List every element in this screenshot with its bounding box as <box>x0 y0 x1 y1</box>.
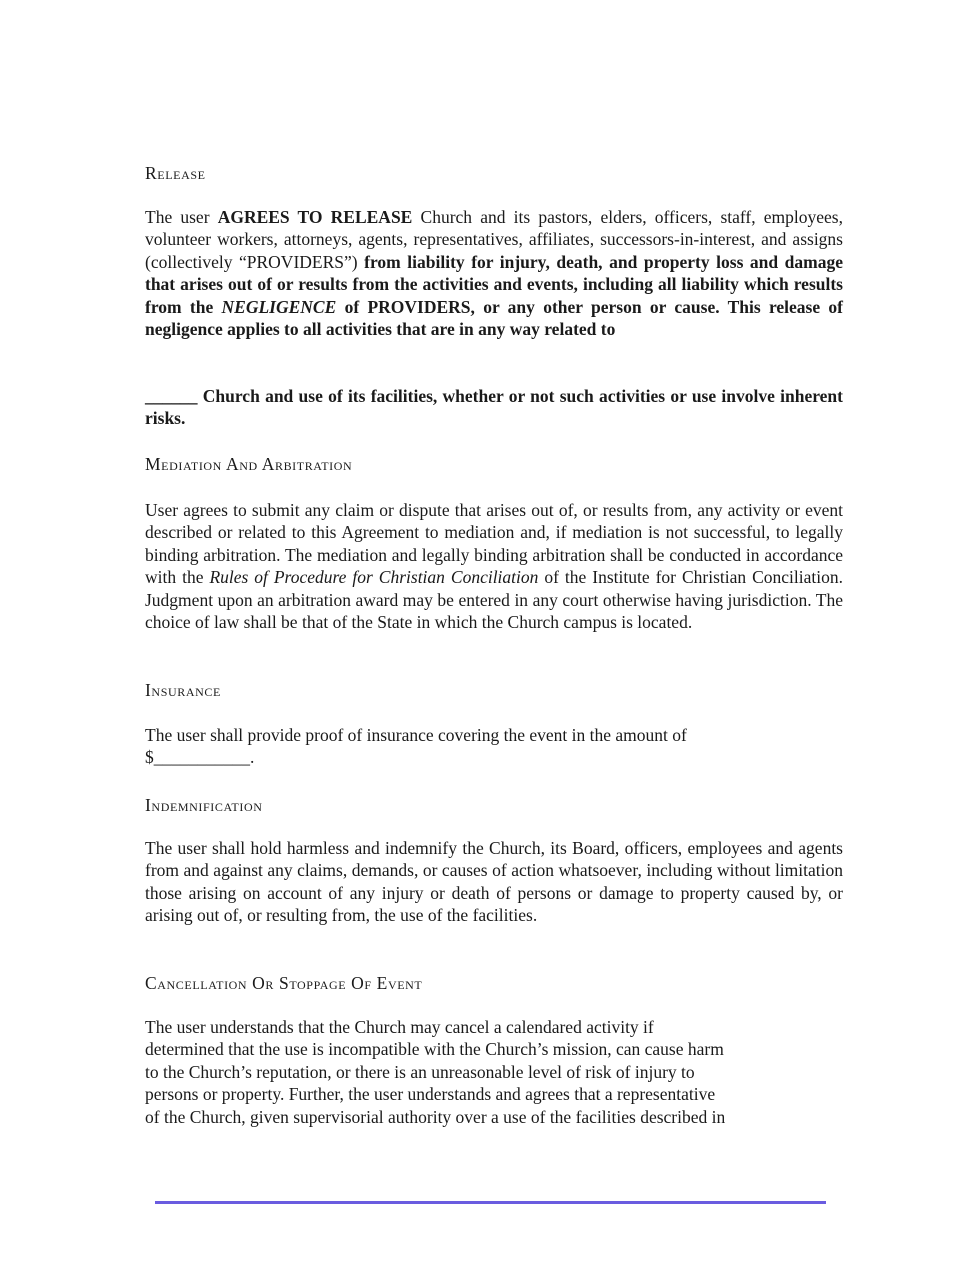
release-paragraph <box>145 206 843 340</box>
text-segment: persons or property. Further, the user understands and agrees that a representative <box>145 1084 716 1105</box>
section-heading-release: Release <box>145 163 206 183</box>
text-segment: Church and its pastors, elders, officers, staff, employees, volunteer workers, attorneys, agents, representatives, affiliates, successors-in-interest, and assigns (collectively “PROVIDERS”) <box>145 207 843 272</box>
text-segment: NEGLIGENCE <box>221 296 337 317</box>
text-segment: ______ Church and use of its facilities, whether or not such activities or use involve inherent risks. <box>145 386 843 429</box>
section-heading-mediation-and-arbitration: Mediation And Arbitration <box>145 454 353 474</box>
cancellation-paragraph <box>145 1016 843 1128</box>
text-segment: determined that the use is incompatible with the Church’s mission, can cause harm <box>145 1039 724 1060</box>
text-segment: Rules of Procedure for Christian Conciliation <box>209 567 539 588</box>
text-segment: of the Church, given supervisorial authority over a use of the facilities described in <box>145 1106 726 1127</box>
section-heading-cancellation: Cancellation Or Stoppage Of Event <box>145 973 423 993</box>
text-segment: The user <box>145 207 218 227</box>
text-segment: $___________. <box>145 747 255 768</box>
text-segment: of PROVIDERS, or any other person or cause. This release of negligence applies to all activities that are in any way related to <box>145 296 843 340</box>
text-segment: of the Institute for Christian Conciliation. Judgment upon an arbitration award may be entered in any court otherwise having jurisdiction. The choice of law shall be that of the State in which the Church campus is located. <box>145 567 843 633</box>
footer-divider-line <box>155 1201 826 1204</box>
section-heading-indemnification: Indemnification <box>145 795 263 815</box>
text-segment: to the Church’s reputation, or there is an unreasonable level of risk of injury to <box>145 1061 695 1082</box>
text-segment: User agrees to submit any claim or dispute that arises out of, or results from, any activity or event described or related to this Agreement to mediation and, if mediation is not successful, to legally binding arbitration. The mediation and legally binding arbitration shall be conducted in accordance with the <box>145 500 843 588</box>
text-segment: AGREES TO RELEASE <box>217 207 413 227</box>
release-blank-clause-paragraph <box>145 385 843 430</box>
text-segment: from liability for injury, death, and property loss and damage that arises out of or results from the activities and events, including all liability which results from the <box>145 251 844 317</box>
indemnification-paragraph <box>145 837 843 927</box>
mediation-paragraph <box>145 499 843 633</box>
text-segment: The user shall provide proof of insurance covering the event in the amount of <box>145 725 687 745</box>
text-segment: The user understands that the Church may cancel a calendared activity if <box>145 1017 654 1037</box>
insurance-paragraph <box>145 724 843 769</box>
text-segment: The user shall hold harmless and indemnify the Church, its Board, officers, employees and agents from and against any claims, demands, or causes of action whatsoever, including without limitation those arising on account of any injury or death of persons or damage to property caused by, or arising out of, or resulting from, the use of the facilities. <box>145 838 843 926</box>
section-heading-insurance: Insurance <box>145 680 221 700</box>
